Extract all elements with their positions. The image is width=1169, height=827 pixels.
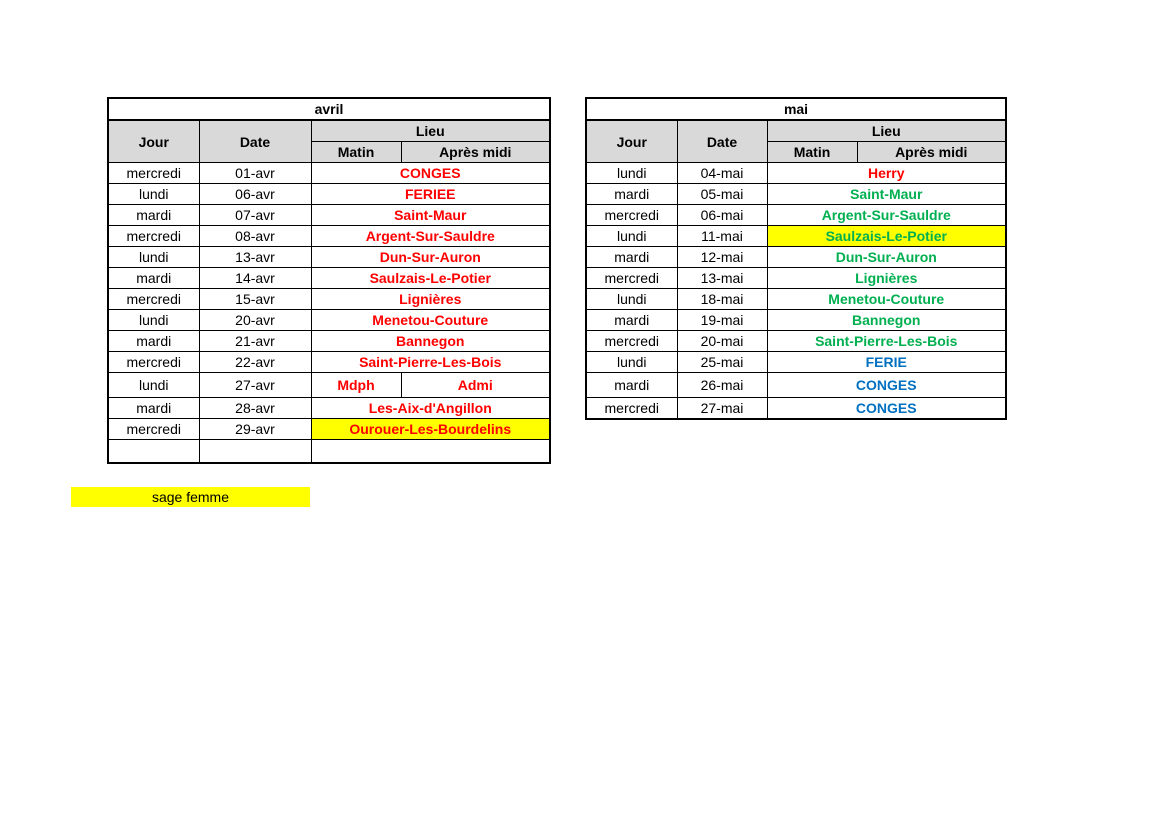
table-row xyxy=(108,268,550,289)
date-cell: 25-mai xyxy=(677,352,767,373)
jour-cell: mercredi xyxy=(108,352,199,373)
date-cell: 19-mai xyxy=(677,310,767,331)
lieu-cell: Les-Aix-d'Angillon xyxy=(311,398,550,419)
table-row xyxy=(108,419,550,440)
lieu-cell: Saulzais-Le-Potier xyxy=(311,268,550,289)
date-cell: 11-mai xyxy=(677,226,767,247)
table-row xyxy=(586,352,1006,373)
date-cell: 06-avr xyxy=(199,184,311,205)
table-row xyxy=(108,226,550,247)
column-header-jour: Jour xyxy=(586,120,677,163)
lieu-cell: CONGES xyxy=(767,373,1006,398)
jour-cell: mardi xyxy=(108,205,199,226)
jour-cell: mercredi xyxy=(108,163,199,184)
month-title: mai xyxy=(586,98,1006,120)
lieu-cell: Saint-Pierre-Les-Bois xyxy=(311,352,550,373)
empty-cell xyxy=(199,440,311,464)
jour-cell: mercredi xyxy=(108,226,199,247)
empty-cell xyxy=(108,440,199,464)
date-cell: 20-avr xyxy=(199,310,311,331)
jour-cell: mardi xyxy=(586,373,677,398)
date-cell: 01-avr xyxy=(199,163,311,184)
date-cell: 13-mai xyxy=(677,268,767,289)
table-row xyxy=(108,205,550,226)
date-cell: 28-avr xyxy=(199,398,311,419)
lieu-cell: FERIE xyxy=(767,352,1006,373)
apres-midi-cell: Admi xyxy=(401,373,550,398)
jour-cell: mercredi xyxy=(108,289,199,310)
lieu-cell: CONGES xyxy=(767,398,1006,420)
lieu-cell-highlighted: Saulzais-Le-Potier xyxy=(767,226,1006,247)
column-header-matin: Matin xyxy=(767,142,857,163)
date-cell: 29-avr xyxy=(199,419,311,440)
table-row xyxy=(108,184,550,205)
table-row xyxy=(586,310,1006,331)
table-row xyxy=(586,398,1006,420)
jour-cell: mardi xyxy=(586,247,677,268)
jour-cell: mardi xyxy=(586,310,677,331)
date-cell: 08-avr xyxy=(199,226,311,247)
table-row xyxy=(108,373,550,398)
jour-cell: lundi xyxy=(108,373,199,398)
jour-cell: mardi xyxy=(108,331,199,352)
date-cell: 14-avr xyxy=(199,268,311,289)
date-cell: 15-avr xyxy=(199,289,311,310)
table-row xyxy=(108,247,550,268)
lieu-cell: Bannegon xyxy=(767,310,1006,331)
lieu-cell: Saint-Maur xyxy=(311,205,550,226)
empty-row xyxy=(108,440,550,464)
month-title: avril xyxy=(108,98,550,120)
jour-cell: lundi xyxy=(586,226,677,247)
lieu-cell: Argent-Sur-Sauldre xyxy=(767,205,1006,226)
date-cell: 27-avr xyxy=(199,373,311,398)
table-row xyxy=(108,352,550,373)
jour-cell: mardi xyxy=(108,398,199,419)
jour-cell: lundi xyxy=(586,163,677,184)
date-cell: 26-mai xyxy=(677,373,767,398)
mai-schedule-table xyxy=(585,97,1007,420)
table-row xyxy=(586,331,1006,352)
jour-cell: lundi xyxy=(108,310,199,331)
table-row xyxy=(586,247,1006,268)
lieu-cell: Saint-Pierre-Les-Bois xyxy=(767,331,1006,352)
column-header-jour: Jour xyxy=(108,120,199,163)
table-row xyxy=(108,398,550,419)
lieu-cell: Dun-Sur-Auron xyxy=(311,247,550,268)
date-cell: 12-mai xyxy=(677,247,767,268)
table-row xyxy=(586,373,1006,398)
column-header-lieu: Lieu xyxy=(767,120,1006,142)
column-header-apres-midi: Après midi xyxy=(401,142,550,163)
lieu-cell: Menetou-Couture xyxy=(767,289,1006,310)
column-header-apres-midi: Après midi xyxy=(857,142,1006,163)
jour-cell: lundi xyxy=(108,184,199,205)
lieu-cell: Saint-Maur xyxy=(767,184,1006,205)
table-row xyxy=(108,310,550,331)
lieu-cell: FERIEE xyxy=(311,184,550,205)
table-row xyxy=(586,163,1006,184)
jour-cell: lundi xyxy=(586,352,677,373)
jour-cell: mercredi xyxy=(586,205,677,226)
jour-cell: lundi xyxy=(108,247,199,268)
jour-cell: mardi xyxy=(586,184,677,205)
legend-sage-femme: sage femme xyxy=(71,487,310,507)
lieu-cell: CONGES xyxy=(311,163,550,184)
table-row xyxy=(108,331,550,352)
column-header-date: Date xyxy=(677,120,767,163)
table-row xyxy=(108,289,550,310)
date-cell: 07-avr xyxy=(199,205,311,226)
column-header-matin: Matin xyxy=(311,142,401,163)
lieu-cell: Lignières xyxy=(311,289,550,310)
table-row xyxy=(108,163,550,184)
date-cell: 22-avr xyxy=(199,352,311,373)
jour-cell: lundi xyxy=(586,289,677,310)
table-row xyxy=(586,226,1006,247)
jour-cell: mercredi xyxy=(586,398,677,420)
lieu-cell: Menetou-Couture xyxy=(311,310,550,331)
table-row xyxy=(586,184,1006,205)
column-header-lieu: Lieu xyxy=(311,120,550,142)
jour-cell: mardi xyxy=(108,268,199,289)
jour-cell: mercredi xyxy=(108,419,199,440)
jour-cell: mercredi xyxy=(586,331,677,352)
matin-cell: Mdph xyxy=(311,373,401,398)
date-cell: 04-mai xyxy=(677,163,767,184)
jour-cell: mercredi xyxy=(586,268,677,289)
lieu-cell-highlighted: Ourouer-Les-Bourdelins xyxy=(311,419,550,440)
lieu-cell: Argent-Sur-Sauldre xyxy=(311,226,550,247)
table-row xyxy=(586,289,1006,310)
date-cell: 06-mai xyxy=(677,205,767,226)
table-row xyxy=(586,205,1006,226)
date-cell: 20-mai xyxy=(677,331,767,352)
lieu-cell: Bannegon xyxy=(311,331,550,352)
lieu-cell: Dun-Sur-Auron xyxy=(767,247,1006,268)
date-cell: 21-avr xyxy=(199,331,311,352)
date-cell: 13-avr xyxy=(199,247,311,268)
empty-cell xyxy=(311,440,550,464)
lieu-cell: Herry xyxy=(767,163,1006,184)
column-header-date: Date xyxy=(199,120,311,163)
avril-schedule-table xyxy=(107,97,551,464)
date-cell: 27-mai xyxy=(677,398,767,420)
lieu-cell: Lignières xyxy=(767,268,1006,289)
table-row xyxy=(586,268,1006,289)
date-cell: 18-mai xyxy=(677,289,767,310)
date-cell: 05-mai xyxy=(677,184,767,205)
